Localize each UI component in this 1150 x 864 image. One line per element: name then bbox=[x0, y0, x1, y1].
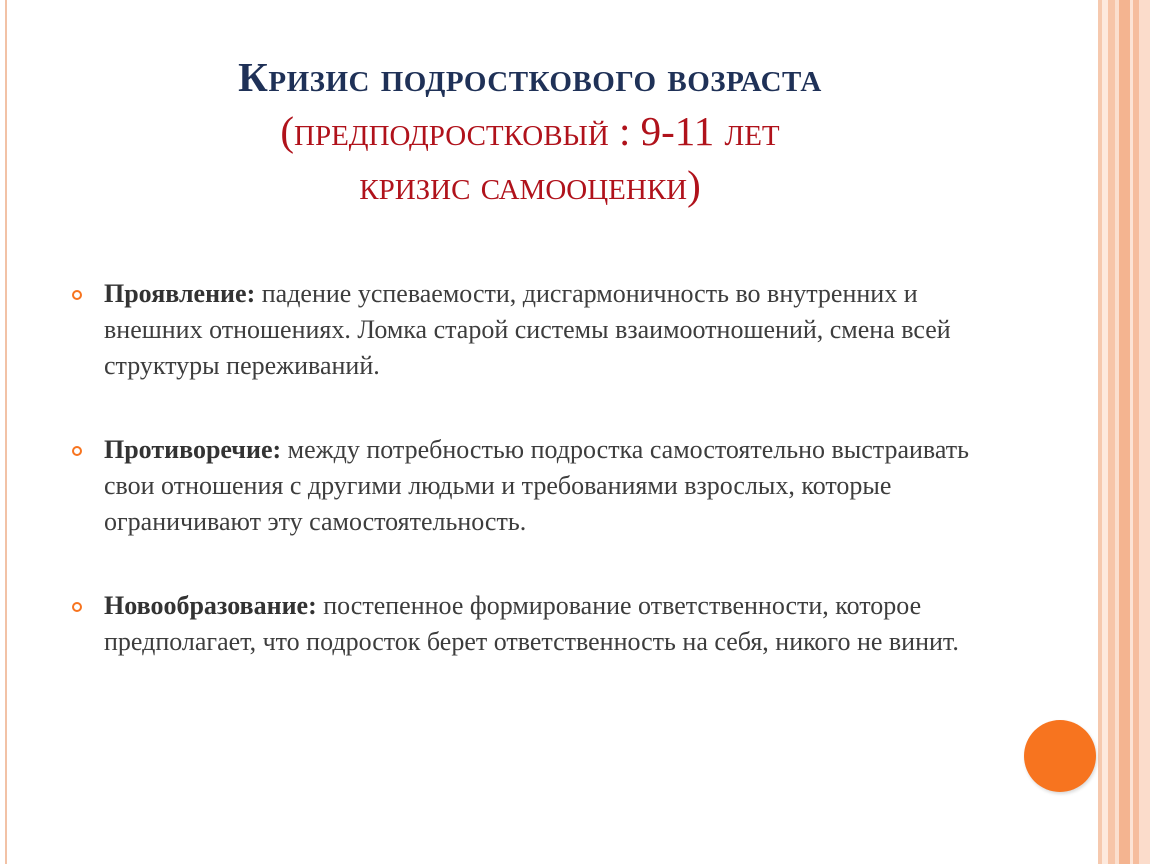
orange-circle-decoration bbox=[1024, 720, 1096, 792]
bullet-text: постепенное формирование ответственности, которое предполагает, что подросток берет ответственность на себя, никого не винит. bbox=[104, 591, 959, 656]
right-stripe bbox=[1139, 0, 1150, 864]
bullet-label: Проявление: bbox=[104, 279, 256, 308]
orange-ring-bullet-icon bbox=[72, 602, 82, 612]
bullet-list bbox=[72, 276, 972, 708]
orange-ring-bullet-icon bbox=[72, 446, 82, 456]
title-subtitle-line-1: (предподростковый : 9-11 лет bbox=[280, 108, 780, 154]
title-subtitle-line-2: кризис самооценки) bbox=[359, 162, 701, 208]
bullet-item-contradiction bbox=[72, 432, 972, 540]
right-stripe bbox=[1108, 0, 1115, 864]
bullet-item-neoformation bbox=[72, 588, 972, 660]
bullet-text: падение успеваемости, дисгармоничность во внутренних и внешних отношениях. Ломка старой системы взаимоотношений, смена всей структуры переживаний. bbox=[104, 279, 951, 380]
bullet-label: Противоречие: bbox=[104, 435, 282, 464]
bullet-text: между потребностью подростка самостоятельно выстраивать свои отношения с другими людьми и требованиями взрослых, которые ограничивают эту самостоятельность. bbox=[104, 435, 969, 536]
slide-title bbox=[100, 50, 960, 212]
bullet-item-manifestation bbox=[72, 276, 972, 384]
left-border-line bbox=[5, 0, 7, 864]
right-stripe bbox=[1119, 0, 1130, 864]
bullet-label: Новообразование: bbox=[104, 591, 317, 620]
orange-ring-bullet-icon bbox=[72, 290, 82, 300]
title-main: Кризис подросткового возраста bbox=[238, 54, 822, 100]
